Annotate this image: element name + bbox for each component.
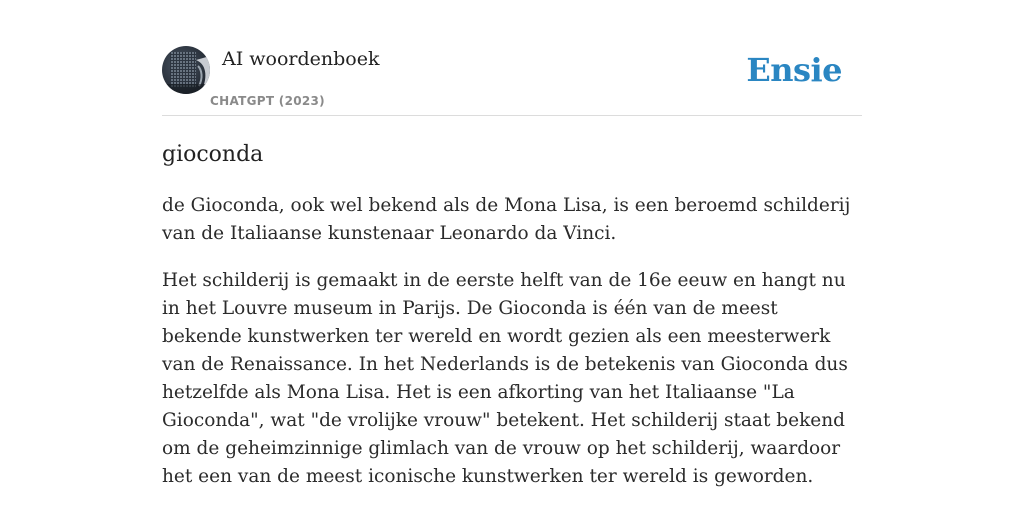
brand-logo[interactable]: Ensie: [746, 51, 842, 89]
entry-term: gioconda: [162, 142, 264, 167]
avatar[interactable]: [162, 46, 210, 94]
source-meta: CHATGPT (2023): [210, 94, 325, 108]
abstract-portrait-icon: [162, 46, 210, 94]
source-name[interactable]: AI woordenboek: [222, 48, 380, 70]
definition-paragraph: Het schilderij is gemaakt in de eerste helft van de 16e eeuw en hangt nu in het Louvre museum in Parijs. De Gioconda is één van de meest bekende kunstwerken ter wereld en wordt gezien als een meesterwerk van de Renaissance. In het Nederlands is de betekenis van Gioconda dus hetzelfde als Mona Lisa. Het is een afkorting van het Italiaanse "La Gioconda", wat "de vrolijke vrouw" betekent. Het schilderij staat bekend om de geheimzinnige glimlach van de vrouw op het schilderij, waardoor het een van de meest iconische kunstwerken ter wereld is geworden.: [162, 270, 848, 487]
definition-card: [162, 46, 862, 491]
definition-paragraph: de Gioconda, ook wel bekend als de Mona Lisa, is een beroemd schilderij van de Italiaanse kunstenaar Leonardo da Vinci.: [162, 195, 851, 244]
card-header: [162, 46, 862, 116]
